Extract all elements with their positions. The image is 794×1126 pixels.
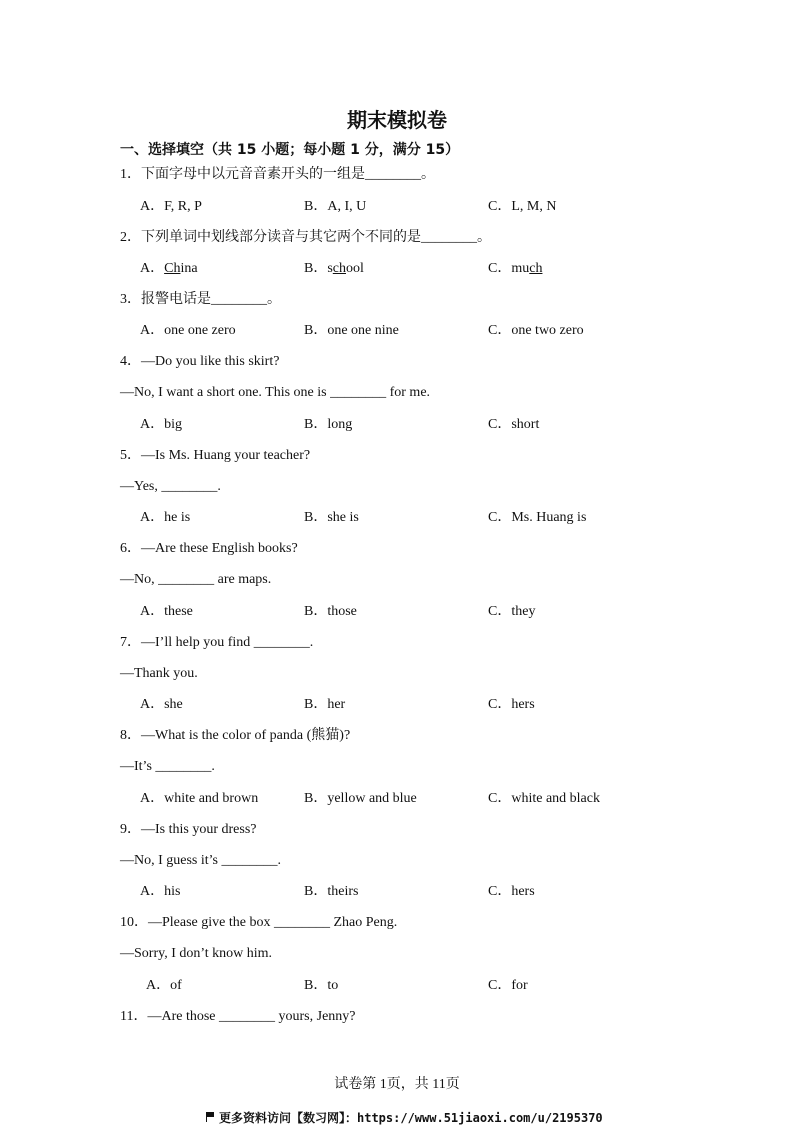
question-6-option-b: B．those [304,604,357,619]
question-10-stem: 10．—Please give the box ________ Zhao Peng. [120,915,398,930]
question-7-stem: 7．—I’ll help you find ________. [120,635,314,650]
question-2-stem: 2．下列单词中划线部分读音与其它两个不同的是________。 [120,230,491,245]
question-2-option-b: B．school [304,261,364,276]
question-1-option-a: A．F, R, P [140,199,202,214]
underlined-letters: ch [529,261,543,276]
page-title: 期末模拟卷 [347,108,447,132]
question-11-stem: 11．—Are those ________ yours, Jenny? [120,1009,356,1024]
question-6-option-a: A．these [140,604,193,619]
underlined-letters: Ch [164,261,181,276]
question-8-option-a: A．white and brown [140,791,259,806]
question-1-option-b: B．A, I, U [304,199,367,214]
question-1-stem: 1．下面字母中以元音音素开头的一组是________。 [120,167,435,182]
question-3-option-a: A．one one zero [140,323,236,338]
section-heading: 一、选择填空（共 15 小题；每小题 1 分，满分 15） [120,142,460,158]
question-9-option-c: C．hers [488,884,535,899]
question-3-option-b: B．one one nine [304,323,399,338]
question-10-option-b: B．to [304,978,339,993]
promo-banner-text: 更多资料访问【数习网】：https://www.51jiaoxi.com/u/2195370 [219,1111,603,1125]
question-5-option-a: A．he is [140,510,191,525]
page-footer: 试卷第 1页，共 11页 [334,1077,460,1092]
question-10-line2: —Sorry, I don’t know him. [120,946,273,961]
promo-banner[interactable] [206,1109,603,1126]
question-5-option-b: B．she is [304,510,359,525]
question-4-line2: —No, I want a short one. This one is ________ for me. [120,385,431,400]
question-6-option-c: C．they [488,604,536,619]
question-5-stem: 5．—Is Ms. Huang your teacher? [120,448,311,463]
question-8-option-b: B．yellow and blue [304,791,417,806]
question-2-option-a: A．China [140,261,198,276]
question-5-option-c: C．Ms. Huang is [488,510,587,525]
question-6-stem: 6．—Are these English books? [120,541,298,556]
question-4-option-c: C．short [488,417,540,432]
question-4-option-b: B．long [304,417,353,432]
question-4-stem: 4．—Do you like this skirt? [120,354,280,369]
question-7-option-b: B．her [304,697,346,712]
question-8-line2: —It’s ________. [120,759,215,774]
question-1-option-c: C．L, M, N [488,199,557,214]
question-9-option-b: B．theirs [304,884,359,899]
question-10-option-c: C．for [488,978,528,993]
question-7-option-a: A．she [140,697,183,712]
question-2-option-c: C．much [488,261,543,276]
question-8-stem: 8．—What is the color of panda (熊猫)? [120,728,351,743]
question-4-option-a: A．big [140,417,182,432]
question-7-line2: —Thank you. [120,666,198,681]
question-3-option-c: C．one two zero [488,323,584,338]
question-10-option-a: A．of [146,978,182,993]
question-5-line2: —Yes, ________. [120,479,221,494]
question-6-line2: —No, ________ are maps. [120,572,272,587]
underlined-letters: ch [332,261,347,276]
question-3-stem: 3．报警电话是________。 [120,292,281,307]
question-9-stem: 9．—Is this your dress? [120,822,257,837]
flag-icon [206,1112,215,1122]
question-7-option-c: C．hers [488,697,535,712]
question-9-option-a: A．his [140,884,181,899]
question-9-line2: —No, I guess it’s ________. [120,853,281,868]
question-8-option-c: C．white and black [488,791,600,806]
